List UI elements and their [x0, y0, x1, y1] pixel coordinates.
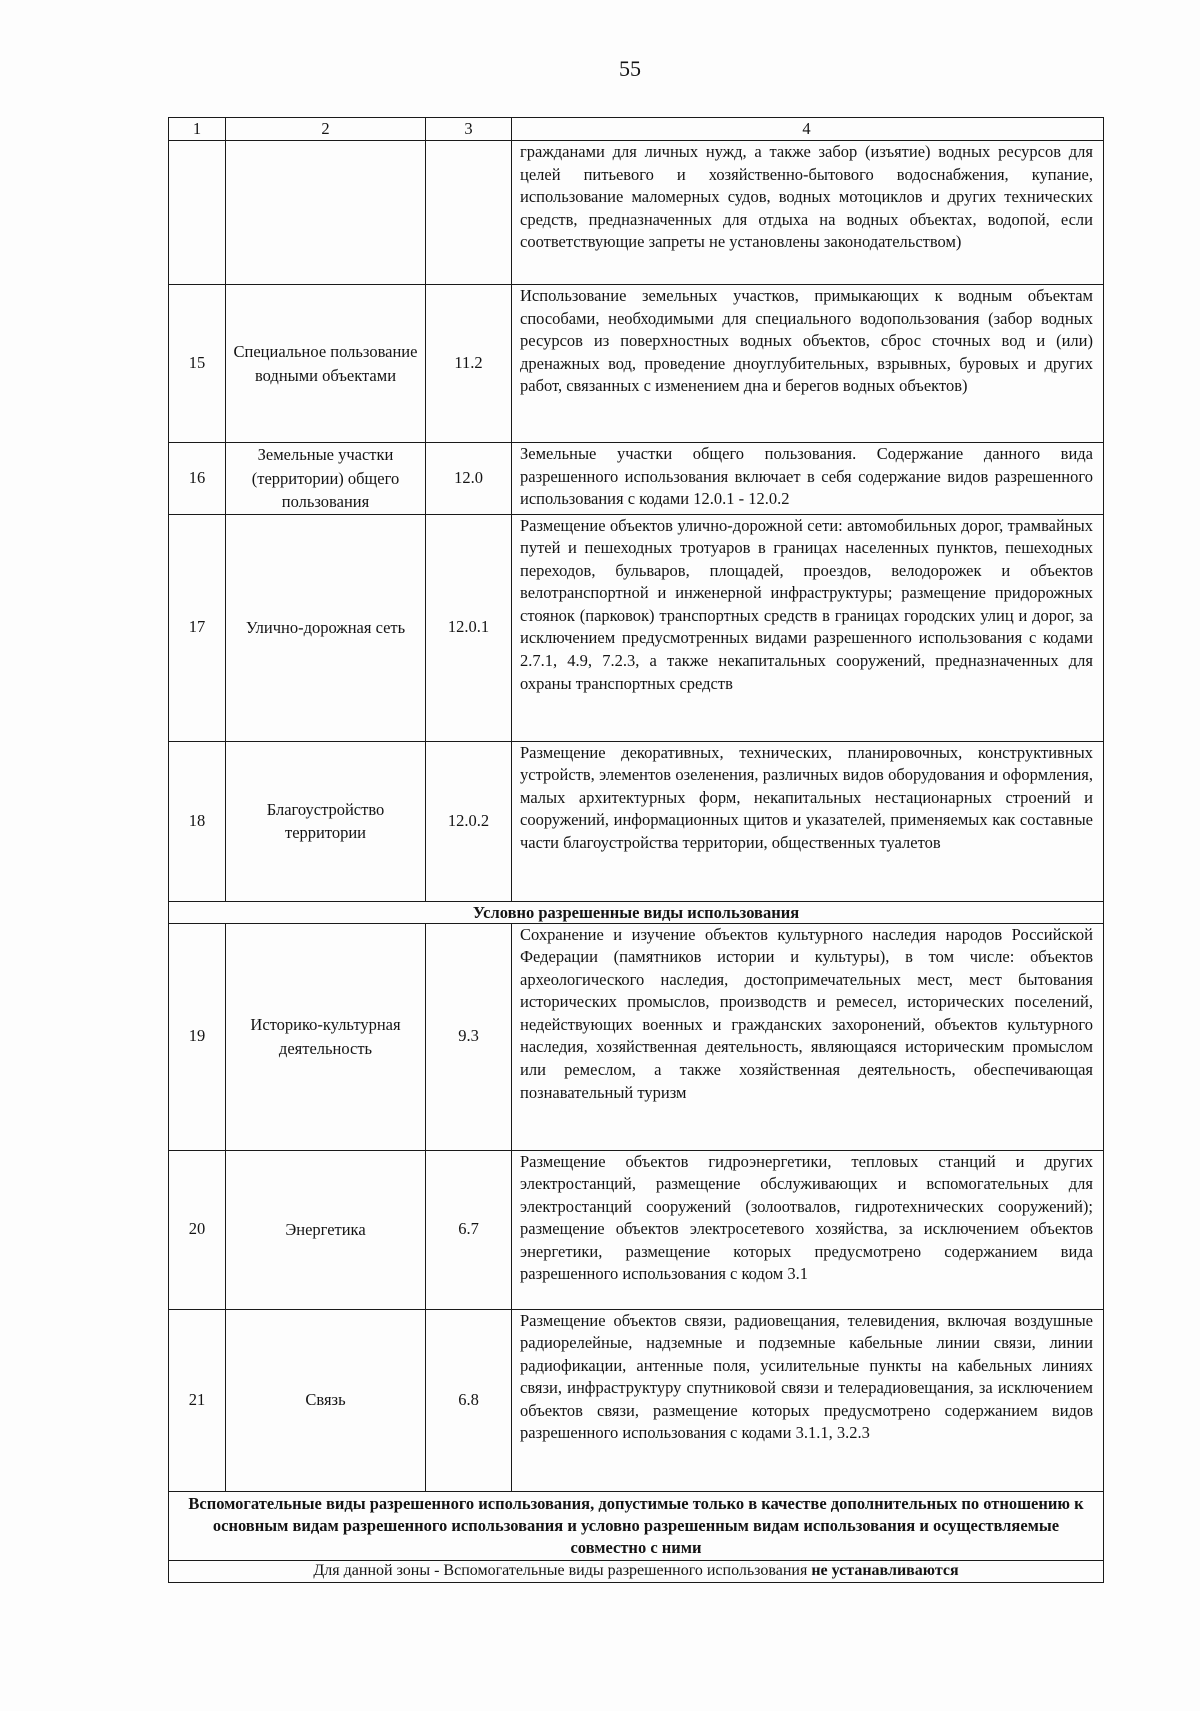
row-number: 16 — [169, 443, 226, 515]
use-type-name: Улично-дорожная сеть — [226, 514, 426, 741]
use-type-description: Использование земельных участков, примыкающих к водным объектам способами, необходимыми для специального водопользования (забор водных ресурсов из поверхностных водных объектов, сброс сточных вод и (или) дренажных вод, проведение дноуглубительных, взрывных, буровых и других работ, связанных с изменением дна и берегов водных объектов) — [512, 285, 1104, 443]
use-type-name — [226, 141, 426, 285]
use-type-description: гражданами для личных нужд, а также забор (изъятие) водных ресурсов для целей питьевого и хозяйственно-бытового водоснабжения, купание, использование маломерных судов, водных мотоциклов и других технических средств, предназначенных для отдыха на водных объектах, водопой, если соответствующие запреты не установлены законодательством) — [512, 141, 1104, 285]
use-type-code — [426, 141, 512, 285]
table-row — [169, 1150, 1104, 1309]
use-type-code: 12.0 — [426, 443, 512, 515]
table-header-row — [169, 118, 1104, 141]
use-type-name: Земельные участки (территории) общего пользования — [226, 443, 426, 515]
table-row — [169, 923, 1104, 1150]
column-header-3: 3 — [426, 118, 512, 141]
auxiliary-note — [169, 1560, 1104, 1582]
table-row — [169, 741, 1104, 901]
section-header-row — [169, 901, 1104, 923]
row-number: 15 — [169, 285, 226, 443]
use-type-code: 11.2 — [426, 285, 512, 443]
use-type-description: Земельные участки общего пользования. Содержание данного вида разрешенного использования включает в себя содержание видов разрешенного использования с кодами 12.0.1 - 12.0.2 — [512, 443, 1104, 515]
row-number: 21 — [169, 1309, 226, 1491]
column-header-1: 1 — [169, 118, 226, 141]
auxiliary-note-text: Для данной зоны - Вспомогательные виды разрешенного использования — [313, 1562, 812, 1579]
section-header-conditional: Условно разрешенные виды использования — [169, 901, 1104, 923]
table-row — [169, 141, 1104, 285]
use-type-name: Специальное пользование водными объектами — [226, 285, 426, 443]
page-number: 55 — [619, 56, 641, 81]
table-row — [169, 514, 1104, 741]
use-type-description: Размещение объектов улично-дорожной сети: автомобильных дорог, трамвайных путей и пешеходных тротуаров в границах населенных пунктов, пешеходных переходов, бульваров, площадей, проездов, велодорожек и объектов велотранспортной и инженерной инфраструктуры; размещение придорожных стоянок (парковок) транспортных средств в границах городских улиц и дорог, за исключением предусмотренных видами разрешенного использования с кодами 2.7.1, 4.9, 7.2.3, а также некапитальных сооружений, предназначенных для охраны транспортных средств — [512, 514, 1104, 741]
row-number: 20 — [169, 1150, 226, 1309]
use-type-description: Размещение объектов связи, радиовещания, телевидения, включая воздушные радиорелейные, надземные и подземные кабельные линии связи, линии радиофикации, антенные поля, усилительные пункты на кабельных линиях связи, инфраструктуру спутниковой связи и телерадиовещания, за исключением объектов связи, размещение которых предусмотрено содержанием видов разрешенного использования с кодами 3.1.1, 3.2.3 — [512, 1309, 1104, 1491]
land-use-table — [168, 117, 1104, 1583]
table-row — [169, 285, 1104, 443]
use-type-code: 12.0.1 — [426, 514, 512, 741]
use-type-code: 6.8 — [426, 1309, 512, 1491]
use-type-description: Размещение объектов гидроэнергетики, тепловых станций и других электростанций, размещение обслуживающих и вспомогательных для электростанций сооружений (золоотвалов, гидротехнических сооружений); размещение объектов электросетевого хозяйства, за исключением объектов энергетики, размещение которых предусмотрено содержанием вида разрешенного использования с кодом 3.1 — [512, 1150, 1104, 1309]
row-number: 17 — [169, 514, 226, 741]
column-header-2: 2 — [226, 118, 426, 141]
row-number: 18 — [169, 741, 226, 901]
use-type-code: 9.3 — [426, 923, 512, 1150]
table-row — [169, 1309, 1104, 1491]
use-type-name: Благоустройство территории — [226, 741, 426, 901]
use-type-name: Энергетика — [226, 1150, 426, 1309]
use-type-name: Историко-культурная деятельность — [226, 923, 426, 1150]
table-row — [169, 443, 1104, 515]
aux-section-row — [169, 1491, 1104, 1560]
use-type-code: 12.0.2 — [426, 741, 512, 901]
row-number — [169, 141, 226, 285]
aux-note-row — [169, 1560, 1104, 1582]
row-number: 19 — [169, 923, 226, 1150]
use-type-description: Сохранение и изучение объектов культурного наследия народов Российской Федерации (памятников истории и культуры), в том числе: объектов археологического наследия, достопримечательных мест, мест бытования исторических промыслов, производств и ремесел, исторических поселений, недействующих военных и гражданских захоронений, объектов культурного наследия, хозяйственная деятельность, являющаяся историческим промыслом или ремеслом, а также хозяйственная деятельность, обеспечивающая познавательный туризм — [512, 923, 1104, 1150]
use-type-code: 6.7 — [426, 1150, 512, 1309]
use-type-name: Связь — [226, 1309, 426, 1491]
use-type-description: Размещение декоративных, технических, планировочных, конструктивных устройств, элементов озеленения, различных видов оборудования и оформления, малых архитектурных форм, некапитальных нестационарных строений и сооружений, информационных щитов и указателей, применяемых как составные части благоустройства территории, общественных туалетов — [512, 741, 1104, 901]
column-header-4: 4 — [512, 118, 1104, 141]
auxiliary-note-emphasis: не устанавливаются — [811, 1562, 959, 1579]
section-header-auxiliary: Вспомогательные виды разрешенного использования, допустимые только в качестве дополнительных по отношению к основным видам разрешенного использования и условно разрешенным видам использования и осуществляемые совместно с ними — [169, 1491, 1104, 1560]
